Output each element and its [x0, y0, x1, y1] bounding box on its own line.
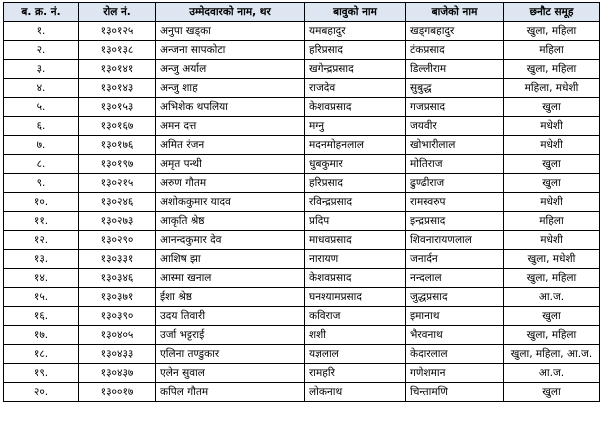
- cell-selection-group: महिला: [504, 41, 600, 60]
- table-row: [4, 117, 600, 136]
- table-row: [4, 364, 600, 383]
- cell-serial: ३.: [4, 60, 79, 79]
- header-candidate-name: उम्मेदवारको नाम, थर: [156, 3, 305, 22]
- cell-candidate-name: एलेन सुवाल: [156, 364, 305, 383]
- cell-serial: ८.: [4, 155, 79, 174]
- cell-father-name: रविन्द्रप्रसाद: [305, 193, 406, 212]
- cell-grandfather-name: इमानाथ: [406, 307, 504, 326]
- results-sheet: [3, 2, 600, 402]
- cell-roll-number: १३०३७१: [79, 288, 156, 307]
- cell-serial: १५.: [4, 288, 79, 307]
- cell-father-name: माधवप्रसाद: [305, 231, 406, 250]
- cell-father-name: हरिप्रसाद: [305, 174, 406, 193]
- cell-grandfather-name: जनार्दन: [406, 250, 504, 269]
- cell-grandfather-name: चिन्तामणि: [406, 383, 504, 402]
- cell-selection-group: महिला, मधेशी: [504, 79, 600, 98]
- cell-selection-group: खुला, महिला: [504, 326, 600, 345]
- cell-candidate-name: अमन दत्त: [156, 117, 305, 136]
- cell-father-name: यज्ञलाल: [305, 345, 406, 364]
- table-row: [4, 22, 600, 41]
- cell-grandfather-name: ढुण्ढीराज: [406, 174, 504, 193]
- cell-roll-number: १३०२९०: [79, 231, 156, 250]
- cell-candidate-name: आकृति श्रेष्ठ: [156, 212, 305, 231]
- cell-serial: १९.: [4, 364, 79, 383]
- cell-father-name: कविराज: [305, 307, 406, 326]
- cell-serial: २.: [4, 41, 79, 60]
- cell-roll-number: १३०२७३: [79, 212, 156, 231]
- cell-grandfather-name: रामस्वरुप: [406, 193, 504, 212]
- table-row: [4, 383, 600, 402]
- cell-grandfather-name: शिवनारायणलाल: [406, 231, 504, 250]
- cell-serial: १२.: [4, 231, 79, 250]
- cell-candidate-name: अशोककुमार यादव: [156, 193, 305, 212]
- cell-selection-group: मधेशी: [504, 117, 600, 136]
- table-body: [4, 22, 600, 402]
- table-row: [4, 269, 600, 288]
- cell-father-name: केशवप्रसाद: [305, 98, 406, 117]
- cell-father-name: मदनमोहनलाल: [305, 136, 406, 155]
- cell-roll-number: १३०१६७: [79, 117, 156, 136]
- cell-roll-number: १३०१४३: [79, 79, 156, 98]
- cell-grandfather-name: जुद्धप्रसाद: [406, 288, 504, 307]
- cell-grandfather-name: डिल्लीराम: [406, 60, 504, 79]
- table-header-row: [4, 3, 600, 22]
- cell-grandfather-name: केदारलाल: [406, 345, 504, 364]
- cell-father-name: मग्नु: [305, 117, 406, 136]
- cell-father-name: शशी: [305, 326, 406, 345]
- cell-grandfather-name: टंकप्रसाद: [406, 41, 504, 60]
- cell-selection-group: खुला, मधेशी: [504, 250, 600, 269]
- cell-selection-group: खुला, महिला, आ.ज.: [504, 345, 600, 364]
- cell-grandfather-name: नन्दलाल: [406, 269, 504, 288]
- cell-selection-group: मधेशी: [504, 136, 600, 155]
- table-row: [4, 41, 600, 60]
- cell-grandfather-name: इन्द्रप्रसाद: [406, 212, 504, 231]
- cell-roll-number: १३०३४६: [79, 269, 156, 288]
- cell-selection-group: मधेशी: [504, 193, 600, 212]
- cell-serial: १४.: [4, 269, 79, 288]
- cell-roll-number: १३०४०५: [79, 326, 156, 345]
- cell-serial: १७.: [4, 326, 79, 345]
- header-grandfather-name: बाजेको नाम: [406, 3, 504, 22]
- cell-grandfather-name: गणेशमान: [406, 364, 504, 383]
- cell-candidate-name: अनुपा खड्का: [156, 22, 305, 41]
- cell-serial: ५.: [4, 98, 79, 117]
- cell-selection-group: खुला: [504, 174, 600, 193]
- cell-roll-number: १३०१९७: [79, 155, 156, 174]
- cell-candidate-name: आस्मा खनाल: [156, 269, 305, 288]
- cell-selection-group: खुला: [504, 155, 600, 174]
- cell-serial: १.: [4, 22, 79, 41]
- cell-serial: ४.: [4, 79, 79, 98]
- cell-serial: २०.: [4, 383, 79, 402]
- cell-father-name: हरिप्रसाद: [305, 41, 406, 60]
- table-row: [4, 60, 600, 79]
- cell-roll-number: १३०४३३: [79, 345, 156, 364]
- cell-serial: १६.: [4, 307, 79, 326]
- cell-serial: १३.: [4, 250, 79, 269]
- table-row: [4, 155, 600, 174]
- cell-candidate-name: अन्जु शाह: [156, 79, 305, 98]
- cell-father-name: प्रदिप: [305, 212, 406, 231]
- cell-roll-number: १३०१५३: [79, 98, 156, 117]
- cell-selection-group: महिला: [504, 212, 600, 231]
- cell-serial: १०.: [4, 193, 79, 212]
- cell-candidate-name: ईशा श्रेष्ठ: [156, 288, 305, 307]
- cell-candidate-name: अमृत पन्थी: [156, 155, 305, 174]
- cell-candidate-name: अन्जना सापकोटा: [156, 41, 305, 60]
- cell-selection-group: आ.ज.: [504, 288, 600, 307]
- cell-candidate-name: उर्जा भट्टराई: [156, 326, 305, 345]
- cell-grandfather-name: सुबुद्ध: [406, 79, 504, 98]
- cell-father-name: खगेन्द्रप्रसाद: [305, 60, 406, 79]
- cell-father-name: केशवप्रसाद: [305, 269, 406, 288]
- cell-serial: १८.: [4, 345, 79, 364]
- cell-roll-number: १३०४३७: [79, 364, 156, 383]
- cell-roll-number: १३०१३८: [79, 41, 156, 60]
- table-row: [4, 174, 600, 193]
- table-row: [4, 193, 600, 212]
- cell-roll-number: १३०२४६: [79, 193, 156, 212]
- cell-candidate-name: उदय तिवारी: [156, 307, 305, 326]
- cell-candidate-name: अमित रंजन: [156, 136, 305, 155]
- header-roll: रोल नं.: [79, 3, 156, 22]
- table-row: [4, 212, 600, 231]
- cell-father-name: घनश्यामप्रसाद: [305, 288, 406, 307]
- cell-roll-number: १३०३९०: [79, 307, 156, 326]
- cell-selection-group: खुला, महिला: [504, 22, 600, 41]
- cell-candidate-name: अभिशेक थपलिया: [156, 98, 305, 117]
- table-row: [4, 250, 600, 269]
- cell-serial: ९.: [4, 174, 79, 193]
- table-row: [4, 136, 600, 155]
- candidate-table: [3, 2, 600, 402]
- table-row: [4, 79, 600, 98]
- cell-roll-number: १३०२१५: [79, 174, 156, 193]
- table-row: [4, 231, 600, 250]
- cell-father-name: रामहरि: [305, 364, 406, 383]
- cell-selection-group: खुला: [504, 307, 600, 326]
- cell-roll-number: १३०१४१: [79, 60, 156, 79]
- cell-grandfather-name: भैरवनाथ: [406, 326, 504, 345]
- cell-grandfather-name: जयवीर: [406, 117, 504, 136]
- cell-grandfather-name: खोभारीलाल: [406, 136, 504, 155]
- cell-selection-group: आ.ज.: [504, 364, 600, 383]
- header-serial: ब. क्र. नं.: [4, 3, 79, 22]
- cell-selection-group: खुला, महिला: [504, 60, 600, 79]
- cell-selection-group: खुला, महिला: [504, 269, 600, 288]
- header-selection-group: छनौट समूह: [504, 3, 600, 22]
- cell-selection-group: मधेशी: [504, 231, 600, 250]
- cell-serial: ६.: [4, 117, 79, 136]
- cell-father-name: यमबहादुर: [305, 22, 406, 41]
- cell-father-name: धुबकुमार: [305, 155, 406, 174]
- cell-roll-number: १३०१७६: [79, 136, 156, 155]
- cell-father-name: नारायण: [305, 250, 406, 269]
- table-row: [4, 326, 600, 345]
- cell-serial: ११.: [4, 212, 79, 231]
- cell-selection-group: खुला: [504, 383, 600, 402]
- cell-grandfather-name: गजप्रसाद: [406, 98, 504, 117]
- header-father-name: बावुको नाम: [305, 3, 406, 22]
- cell-serial: ७.: [4, 136, 79, 155]
- cell-father-name: राजदेव: [305, 79, 406, 98]
- cell-candidate-name: अरुण गौतम: [156, 174, 305, 193]
- cell-roll-number: १३००१७: [79, 383, 156, 402]
- cell-selection-group: खुला: [504, 98, 600, 117]
- cell-candidate-name: एलिना तण्डुकार: [156, 345, 305, 364]
- cell-candidate-name: आनन्दकुमार देव: [156, 231, 305, 250]
- cell-candidate-name: आशिष झा: [156, 250, 305, 269]
- cell-candidate-name: अन्जु अर्याल: [156, 60, 305, 79]
- cell-candidate-name: कपिल गौतम: [156, 383, 305, 402]
- cell-roll-number: १३०३३१: [79, 250, 156, 269]
- table-row: [4, 98, 600, 117]
- cell-father-name: लोकनाथ: [305, 383, 406, 402]
- table-row: [4, 288, 600, 307]
- cell-grandfather-name: खड्गबहादुर: [406, 22, 504, 41]
- table-row: [4, 345, 600, 364]
- table-row: [4, 307, 600, 326]
- cell-roll-number: १३०१२५: [79, 22, 156, 41]
- cell-grandfather-name: मोतिराज: [406, 155, 504, 174]
